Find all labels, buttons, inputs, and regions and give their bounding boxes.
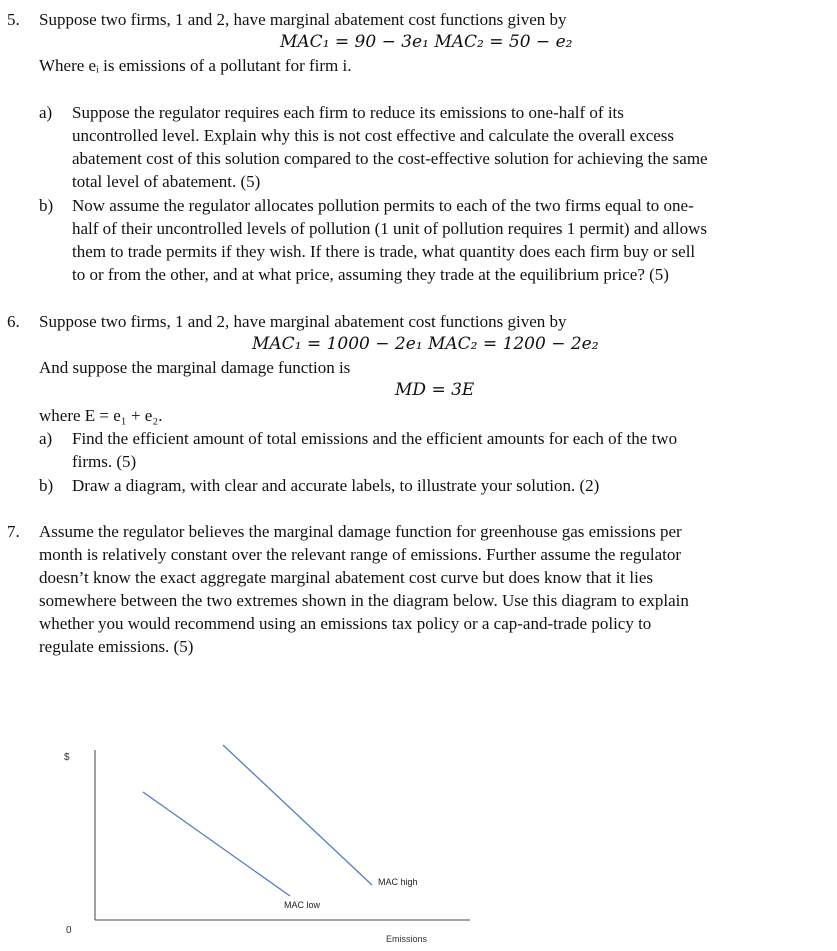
part-line: firms. (5): [72, 452, 137, 471]
part-line: Suppose the regulator requires each firm to reduce its emissions to one-half of its: [72, 103, 624, 122]
origin-label: 0: [66, 925, 72, 936]
question-line: whether you would recommend using an emissions tax policy or a cap-and-trade policy to: [39, 614, 652, 633]
part-line: half of their uncontrolled levels of pollution (1 unit of pollution requires 1 permit) and allows: [72, 219, 708, 238]
part-line: Draw a diagram, with clear and accurate labels, to illustrate your solution. (2): [72, 476, 600, 495]
question-line: month is relatively constant over the relevant range of emissions. Further assume the regulator: [39, 545, 682, 564]
part-line: Now assume the regulator allocates pollution permits to each of the two firms equal to one-: [72, 196, 694, 215]
question-intro: Suppose two firms, 1 and 2, have marginal abatement cost functions given by: [39, 312, 567, 331]
x-axis-label: Emissions: [386, 934, 428, 944]
question-intro: Suppose two firms, 1 and 2, have marginal abatement cost functions given by: [39, 10, 567, 29]
part-label: b): [39, 476, 54, 495]
part-line: Find the efficient amount of total emissions and the efficient amounts for each of the two: [72, 429, 678, 448]
damage-equation: MD = 3E: [395, 380, 475, 400]
part-label: a): [39, 103, 53, 122]
question-number: 6.: [7, 312, 20, 331]
part-line: abatement cost of this solution compared to the cost-effective solution for achieving the same: [72, 149, 708, 168]
question-line: doesn’t know the exact aggregate marginal abatement cost curve but does know that it lies: [39, 568, 654, 587]
question-number: 5.: [7, 10, 20, 29]
question-line: regulate emissions. (5): [39, 637, 194, 656]
part-line: total level of abatement. (5): [72, 172, 261, 191]
part-line: uncontrolled level. Explain why this is not cost effective and calculate the overall excess: [72, 126, 675, 145]
part-label: b): [39, 196, 54, 215]
part-line: them to trade permits if they wish. If there is trade, what quantity does each firm buy or sell: [72, 242, 696, 261]
question-line: Assume the regulator believes the marginal damage function for greenhouse gas emissions per: [39, 522, 682, 541]
mac-low-line: [143, 792, 290, 896]
where-text: Where eᵢ is emissions of a pollutant for firm i.: [39, 56, 352, 75]
mac-high-label: MAC high: [378, 877, 418, 887]
question-number: 7.: [7, 522, 20, 541]
mac-low-label: MAC low: [284, 900, 321, 910]
y-axis-label: $: [64, 752, 70, 763]
where-text: where E = e₁ + e₂.: [39, 406, 163, 425]
equation: MAC₁ = 1000 − 2e₁ MAC₂ = 1200 − 2e₂: [252, 334, 599, 354]
damage-intro: And suppose the marginal damage function is: [39, 358, 351, 377]
part-line: to or from the other, and at what price, assuming they trade at the equilibrium price? (5): [72, 265, 669, 284]
equation: MAC₁ = 90 − 3e₁ MAC₂ = 50 − e₂: [280, 32, 573, 52]
mac-diagram: [0, 700, 837, 951]
question-line: somewhere between the two extremes shown in the diagram below. Use this diagram to explain: [39, 591, 689, 610]
part-label: a): [39, 429, 53, 448]
